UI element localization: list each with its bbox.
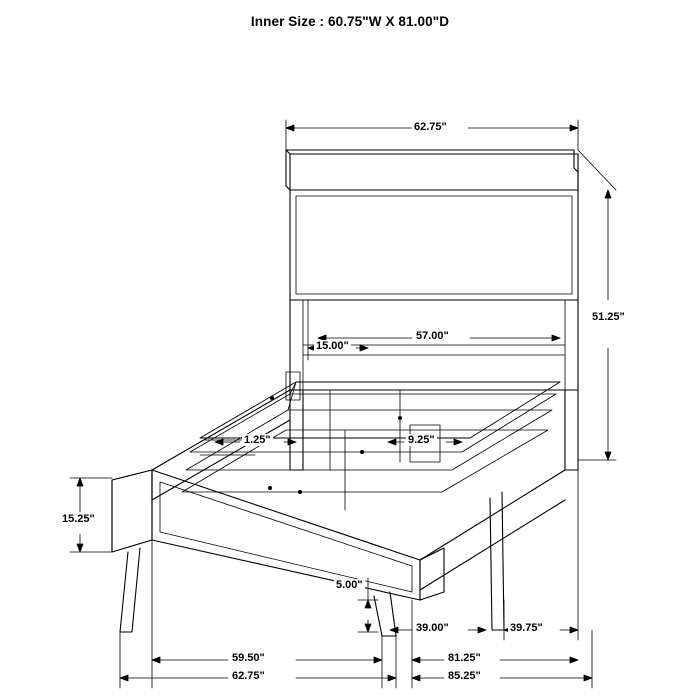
footboard-right-edge	[420, 548, 444, 600]
front-left-leg	[120, 548, 140, 632]
headboard-top-cap	[286, 150, 578, 190]
page-title: Inner Size : 60.75"W X 81.00"D	[250, 14, 450, 29]
dim-bed-depth-inner: 81.25"	[448, 652, 481, 664]
dim-footboard-outer-width: 62.75"	[232, 670, 265, 682]
left-rail-top-edge	[152, 390, 290, 470]
dim-slat-spacing: 9.25"	[408, 434, 435, 446]
headboard-right-post	[565, 390, 578, 470]
dim-leg-depth-outer: 39.75"	[510, 622, 543, 634]
dimension-lines	[70, 120, 616, 688]
right-rail-top-edge	[420, 470, 565, 560]
dim-floor-clearance: 5.00"	[336, 579, 363, 591]
dim-headboard-height: 51.25"	[592, 311, 625, 323]
dim-rail-gap: 15.00"	[316, 340, 349, 352]
footboard-front-panel	[152, 470, 420, 600]
rail-bracket	[286, 372, 300, 400]
right-rail-bottom-edge	[420, 500, 565, 590]
dim-leg-depth-inner: 39.00"	[416, 622, 449, 634]
dim-footboard-height: 15.25"	[62, 513, 95, 525]
headboard-panel	[290, 190, 578, 300]
dim-headboard-width: 62.75"	[414, 121, 447, 133]
dim-slat-thickness: 1.25"	[244, 434, 271, 446]
dim-headboard-panel-width: 57.00"	[416, 330, 449, 342]
footboard-left-edge	[112, 470, 152, 552]
dim-bed-depth-outer: 85.25"	[448, 670, 481, 682]
dim-footboard-inner-width: 59.50"	[232, 652, 265, 664]
